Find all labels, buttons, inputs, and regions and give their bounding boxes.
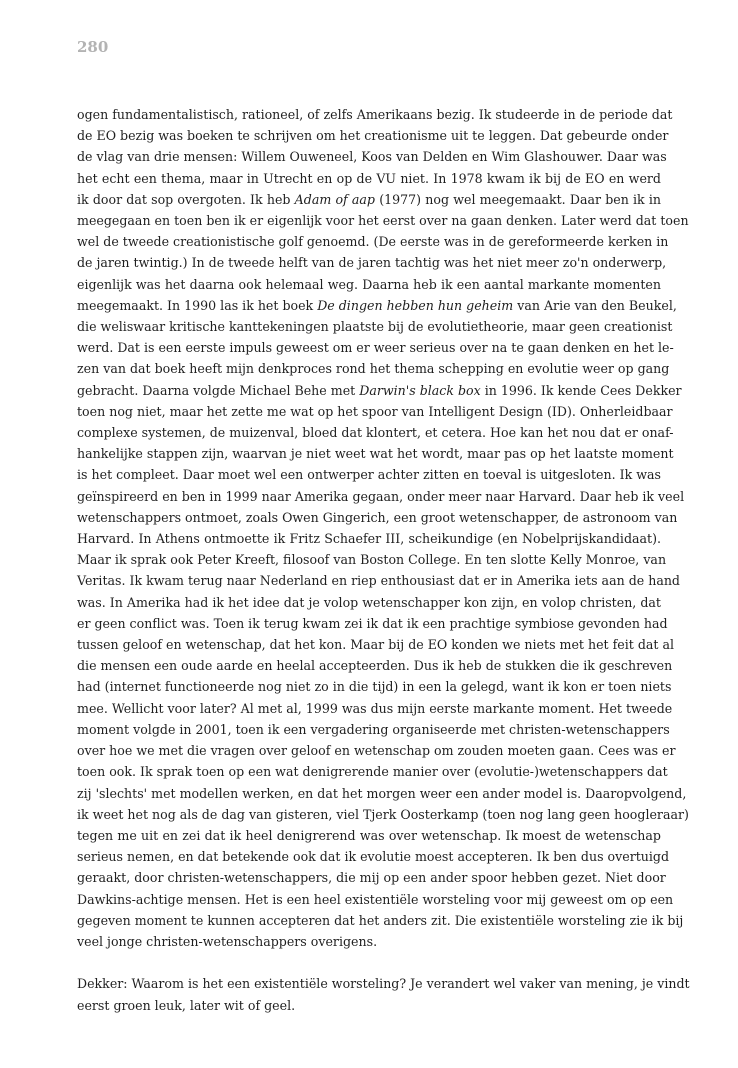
text-line: [77, 189, 661, 210]
text-line: [77, 380, 682, 401]
text-line: werd. Dat is een eerste impuls geweest om er weer serieus over na te gaan denken en het le-: [77, 340, 674, 356]
text-line: over hoe we met die vragen over geloof en wetenschap om zouden moeten gaan. Cees was er: [77, 743, 676, 759]
text-line: complexe systemen, de muizenval, bloed dat klontert, et cetera. Hoe kan het nou dat er onaf-: [77, 425, 674, 441]
text-segment: gebracht. Daarna volgde Michael Behe met: [77, 382, 360, 398]
text-segment: ik door dat sop overgoten. Ik heb: [77, 191, 295, 207]
italic-title: De dingen hebben hun geheim: [317, 297, 514, 313]
text-line: de EO bezig was boeken te schrijven om het creationisme uit te leggen. Dat gebeurde onder: [77, 128, 669, 144]
text-line: tegen me uit en zei dat ik heel denigrerend was over wetenschap. Ik moest de wetenschap: [77, 827, 661, 843]
text-line: toen ook. Ik sprak toen op een wat denigrerende manier over (evolutie-)wetenschappers dat: [77, 764, 668, 780]
body-text: [77, 104, 690, 1016]
text-line: het echt een thema, maar in Utrecht en op de VU niet. In 1978 kwam ik bij de EO en werd: [77, 170, 661, 186]
text-line: er geen conflict was. Toen ik terug kwam zei ik dat ik een prachtige symbiose gevonden had: [77, 615, 668, 631]
page-number: 280: [77, 38, 109, 56]
text-line: Dawkins-achtige mensen. Het is een heel existentiële worsteling voor mij geweest om op een: [77, 891, 674, 907]
text-line: de vlag van drie mensen: Willem Ouweneel, Koos van Delden en Wim Glashouwer. Daar was: [77, 149, 667, 165]
text-line: ik weet het nog als de dag van gisteren, viel Tjerk Oosterkamp (toen nog lang geen hoogleraar): [77, 806, 689, 822]
text-line: wel de tweede creationistische golf genoemd. (De eerste was in de gereformeerde kerken in: [77, 234, 669, 250]
text-segment: van Arie van den Beukel,: [513, 297, 677, 313]
text-line: is het compleet. Daar moet wel een ontwerper achter zitten en toeval is uitgesloten. Ik was: [77, 467, 661, 483]
text-line: toen nog niet, maar het zette me wat op het spoor van Intelligent Design (ID). Onherleidbaar: [77, 403, 673, 419]
text-line: was. In Amerika had ik het idee dat je volop wetenschapper kon zijn, en volop christen, dat: [77, 594, 661, 610]
text-segment: meegemaakt. In 1990 las ik het boek: [77, 297, 318, 313]
text-line: die weliswaar kritische kanttekeningen plaatste bij de evolutietheorie, maar geen creationist: [77, 319, 673, 335]
text-segment: in 1996. Ik kende Cees Dekker: [480, 382, 682, 398]
text-line: wetenschappers ontmoet, zoals Owen Gingerich, een groot wetenschapper, de astronoom van: [77, 509, 678, 525]
text-line: Maar ik sprak ook Peter Kreeft, filosoof van Boston College. En ten slotte Kelly Monroe, van: [77, 552, 667, 568]
italic-title: Adam of aap: [294, 191, 375, 207]
text-line: gegeven moment te kunnen accepteren dat het anders zit. Die existentiële worsteling zie ik bij: [77, 912, 684, 928]
text-line: zen van dat boek heeft mijn denkproces rond het thema schepping en evolutie weer op gang: [77, 361, 670, 377]
text-line: de jaren twintig.) In de tweede helft van de jaren tachtig was het niet meer zo'n onderwerp,: [77, 255, 667, 271]
text-line: hankelijke stappen zijn, waarvan je niet weet wat het wordt, maar pas op het laatste moment: [77, 446, 674, 462]
text-line: geraakt, door christen-wetenschappers, die mij op een ander spoor hebben gezet. Niet door: [77, 870, 666, 886]
paragraph-2: [77, 973, 690, 1015]
text-segment: (1977) nog wel meegemaakt. Daar ben ik in: [375, 191, 662, 207]
text-line: meegegaan en toen ben ik er eigenlijk voor het eerst over na gaan denken. Later werd dat toen: [77, 213, 689, 229]
text-line: eerst groen leuk, later wit of geel.: [77, 997, 296, 1013]
text-line: ogen fundamentalistisch, rationeel, of zelfs Amerikaans bezig. Ik studeerde in de periode dat: [77, 107, 673, 122]
text-line: mee. Wellicht voor later? Al met al, 1999 was dus mijn eerste markante moment. Het tweede: [77, 700, 673, 716]
text-line: die mensen een oude aarde en heelal accepteerden. Dus ik heb de stukken die ik geschreven: [77, 658, 673, 674]
text-line: veel jonge christen-wetenschappers overigens.: [77, 933, 378, 949]
text-line: Dekker: Waarom is het een existentiële worsteling? Je verandert wel vaker van mening, je vindt: [77, 976, 690, 992]
text-line: had (internet functioneerde nog niet zo in die tijd) in een la gelegd, want ik kon er toen niets: [77, 679, 672, 695]
text-line: tussen geloof en wetenschap, dat het kon. Maar bij de EO konden we niets met het feit dat al: [77, 637, 674, 653]
text-line: Veritas. Ik kwam terug naar Nederland en riep enthousiast dat er in Amerika iets aan de hand: [77, 573, 680, 589]
paragraph-1: [77, 104, 689, 952]
text-line: Harvard. In Athens ontmoette ik Fritz Schaefer III, scheikundige (en Nobelprijskandidaat).: [77, 531, 661, 547]
italic-title: Darwin's black box: [359, 382, 481, 398]
text-line: serieus nemen, en dat betekende ook dat ik evolutie moest accepteren. Ik ben dus overtuigd: [77, 849, 670, 865]
text-line: zij 'slechts' met modellen werken, en dat het morgen weer een ander model is. Daaropvolgend,: [77, 785, 687, 801]
text-line: [77, 295, 677, 316]
paragraph-gap: [77, 952, 661, 973]
text-line: geïnspireerd en ben in 1999 naar Amerika gegaan, onder meer naar Harvard. Daar heb ik veel: [77, 488, 685, 504]
text-line: eigenlijk was het daarna ook helemaal weg. Daarna heb ik een aantal markante momenten: [77, 276, 661, 292]
text-line: moment volgde in 2001, toen ik een vergadering organiseerde met christen-wetenschappers: [77, 721, 670, 737]
